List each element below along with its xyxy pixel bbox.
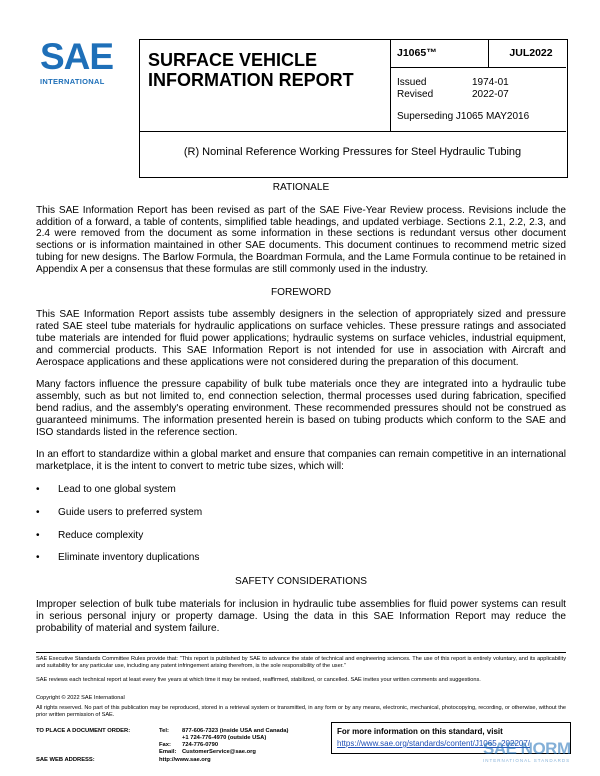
list-item xyxy=(36,552,566,564)
list-item xyxy=(36,484,566,496)
header-divider xyxy=(139,131,566,132)
tel-outside: +1 724-776-4970 (outside USA) xyxy=(182,735,267,741)
list-item-text: Eliminate inventory duplications xyxy=(58,552,200,564)
logo-subtitle: INTERNATIONAL xyxy=(40,77,105,86)
header-divider xyxy=(390,67,566,68)
foreword-paragraph: In an effort to standardize within a global market and ensure that companies can remain competitive in an international marketplace, it is the intent to convert to metric tube sizes, which will: xyxy=(36,449,566,473)
header-divider xyxy=(390,39,391,131)
watermark xyxy=(483,740,593,774)
superseding: Superseding J1065 MAY2016 xyxy=(397,111,530,122)
web-link[interactable]: http://www.sae.org xyxy=(159,757,211,763)
bullet-icon: • xyxy=(36,529,40,541)
tel-label: Tel: xyxy=(159,728,169,734)
list-item-text: Guide users to preferred system xyxy=(58,506,203,518)
web-label: SAE WEB ADDRESS: xyxy=(36,757,95,763)
foreword-paragraph: This SAE Information Report assists tube assembly designers in the selection of appropriately sized and pressure rated SAE steel tube materials for hydraulic applications on surface vehicles. These pressure ratings and associated tube materials are intended for fluid power applications; hydraulic systems on surface vehicles, industrial equipment, and commercial products. This SAE Information Report is not intended for use in association with Aircraft and Aerospace applications and these applications were not considered during the preparation of this document. xyxy=(36,309,566,368)
list-item-text: Lead to one global system xyxy=(58,483,176,495)
footer-copyright: Copyright © 2022 SAE International xyxy=(36,695,125,701)
rationale-heading: RATIONALE xyxy=(272,182,330,193)
list-item xyxy=(36,507,566,519)
list-item-text: Reduce complexity xyxy=(58,529,144,541)
watermark-subtext: INTERNATIONAL STANDARDS xyxy=(483,758,571,763)
footer-rules: SAE Executive Standards Committee Rules provide that: “This report is published by SAE to advance the state of technical and engineering sciences. The use of this report is entirely voluntary, and its applicability and suitability for any particular use, including any patent infringement arising therefrom, is the sole responsibility of the user.” xyxy=(36,656,566,669)
header-divider xyxy=(488,39,489,67)
list-item xyxy=(36,530,566,542)
tel-inside: 877-606-7323 (inside USA and Canada) xyxy=(182,728,289,734)
standard-url-link[interactable]: https://www.sae.org/standards/content/J1065_202207/ xyxy=(337,739,531,748)
foreword-heading: FOREWORD xyxy=(271,286,331,298)
footer-rule xyxy=(36,652,566,653)
email-link[interactable]: CustomerService@sae.org xyxy=(182,749,256,755)
issued-value: 1974-01 xyxy=(472,77,509,88)
safety-heading: SAFETY CONSIDERATIONS xyxy=(235,576,367,588)
bullet-icon: • xyxy=(36,506,40,518)
revised-label: Revised xyxy=(397,89,434,100)
watermark-text: SAE NORM xyxy=(483,739,571,758)
bullet-icon: • xyxy=(36,552,40,564)
rationale-paragraph: This SAE Information Report has been revised as part of the SAE Five-Year Review process. Revisions include the addition of a forward, a table of contents, simplified table headings, and updated verbiage. Sections 2.1, 2.2, 2.3, and 2.4 were removed from the document as some information in these sections is redundant versus other document sections or is information maintained in other SAE documents. This document continues to recommend metric sized tubing for new designs. The Barlow Formula, the Boardman Formula, and the Lame Formula continue to be retained in Appendix A per a consensus that these formulas are still commonly used in the industry. xyxy=(36,204,566,275)
safety-paragraph: Improper selection of bulk tube materials for inclusion in hydraulic tube assemblies for fluid power systems can result in serious personal injury or property damage. Using the data in this SAE Information Report may reduce the probability of material and system failure. xyxy=(36,598,566,634)
order-label: TO PLACE A DOCUMENT ORDER: xyxy=(36,728,131,734)
bullet-icon: • xyxy=(36,483,40,495)
footer-review: SAE reviews each technical report at least every five years at which time it may be revised, reaffirmed, stabilized, or cancelled. SAE invites your written comments and suggestions. xyxy=(36,677,481,683)
document-title: (R) Nominal Reference Working Pressures for Steel Hydraulic Tubing xyxy=(183,146,522,158)
doc-number: J1065™ xyxy=(397,47,437,59)
foreword-paragraph: Many factors influence the pressure capability of bulk tube materials once they are integrated into a hydraulic tube assembly, such as but not limited to, end connection selection, thermal processes used during fabrication, specified bend radius, and the assembly's operating environment. These recommended pressures should not be construed as guaranteed minimums. The information presented herein is based on tubing products which conform to the SAE and ISO standards listed in the reference section. xyxy=(36,379,566,438)
info-title: For more information on this standard, visit xyxy=(337,727,503,736)
fax-label: Fax: xyxy=(159,742,171,748)
doc-date: JUL2022 xyxy=(509,47,553,59)
sae-logo xyxy=(40,38,122,88)
fax-number: 724-776-0790 xyxy=(182,742,219,748)
report-type: SURFACE VEHICLE INFORMATION REPORT xyxy=(148,50,354,90)
document-body xyxy=(36,182,566,645)
footer-rights: All rights reserved. No part of this publication may be reproduced, stored in a retrieval system or transmitted, in any form or by any means, electronic, mechanical, photocopying, recording, or otherwise, without the prior written permission of SAE. xyxy=(36,705,566,718)
email-label: Email: xyxy=(159,749,177,755)
logo-wordmark: SAE xyxy=(40,36,114,77)
issued-label: Issued xyxy=(397,77,427,88)
revised-value: 2022-07 xyxy=(472,89,509,100)
goals-list xyxy=(36,484,566,564)
